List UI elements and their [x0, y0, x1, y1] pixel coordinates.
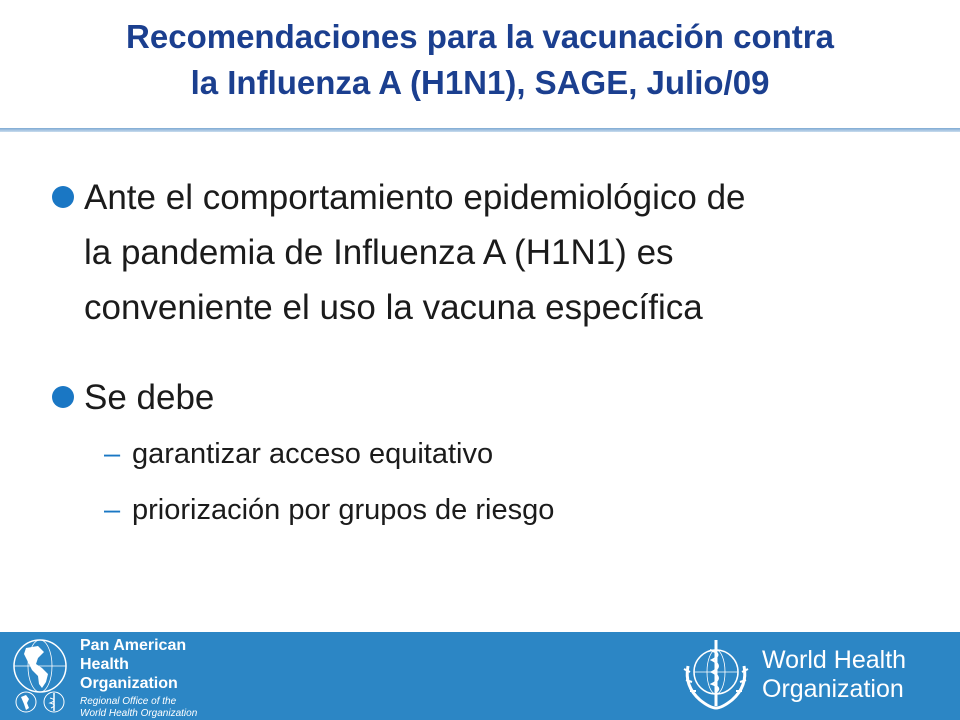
slide-title-line-2: la Influenza A (H1N1), SAGE, Julio/09: [190, 64, 770, 101]
mini-emblems-icon: [14, 690, 74, 714]
slide-title: [0, 14, 960, 106]
bullet-1-line-1: Ante el comportamiento epidemiológico de: [84, 178, 746, 217]
paho-name: [80, 636, 186, 693]
title-divider: [0, 128, 960, 132]
paho-name-line-3: Organization: [80, 675, 178, 692]
paho-subtitle-line-1: Regional Office of the: [80, 696, 177, 707]
sub-item-2-text: priorización por grupos de riesgo: [132, 494, 555, 526]
bullet-dot-icon: [52, 186, 74, 208]
slide-title-line-1: Recomendaciones para la vacunación contra: [126, 18, 834, 55]
paho-subtitle: [80, 696, 197, 720]
paho-name-line-2: Health: [80, 656, 129, 673]
dash-marker: –: [104, 494, 121, 526]
sub-item-2: [104, 492, 554, 528]
americas-globe-icon: [8, 638, 72, 694]
who-name-line-1: World Health: [762, 646, 907, 674]
paho-subtitle-line-2: World Health Organization: [80, 708, 198, 719]
bullet-1-line-2: la pandemia de Influenza A (H1N1) es: [84, 233, 674, 272]
bullet-1-line-3: conveniente el uso la vacuna específica: [84, 288, 703, 327]
sub-item-1: [104, 436, 493, 472]
bullet-dot-icon: [52, 386, 74, 408]
who-emblem-icon: [674, 636, 758, 716]
paho-name-line-1: Pan American: [80, 637, 187, 654]
bullet-2-text: Se debe: [84, 378, 215, 417]
who-name-line-2: Organization: [762, 675, 904, 703]
sub-item-1-text: garantizar acceso equitativo: [132, 438, 494, 470]
footer-bar: [0, 632, 960, 720]
who-name: [762, 646, 906, 704]
dash-marker: –: [104, 438, 121, 470]
